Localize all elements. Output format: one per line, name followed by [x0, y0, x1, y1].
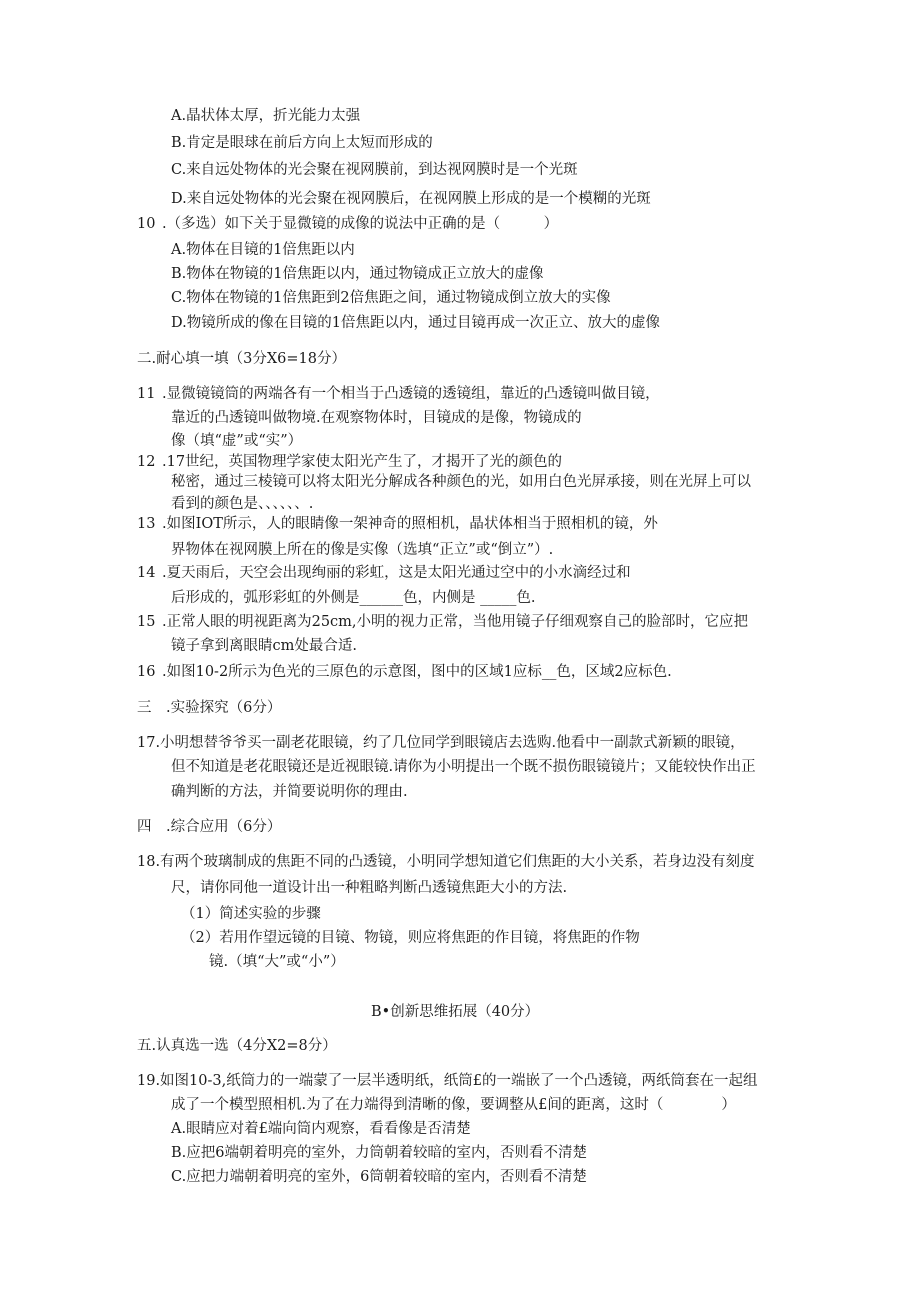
- part-b-title: B•创新思维拓展（40分）: [371, 1004, 540, 1020]
- q17-line-3: 确判断的方法，并简要说明你的理由.: [171, 784, 408, 800]
- section-5-title: 五.认真选一选（4分X2=8分）: [137, 1038, 337, 1054]
- q15-number: 15: [137, 614, 156, 630]
- q9-option-a: A.晶状体太厚，折光能力太强: [171, 108, 361, 124]
- q18-sub-2-line-1: （2）若用作望远镜的目镜、物镜，则应将焦距的作目镜，将焦距的作物: [181, 930, 640, 946]
- q10-number: 10: [137, 216, 156, 232]
- q12-line-1: .17世纪，英国物理学家使太阳光产生了，才揭开了光的颜色的: [162, 454, 563, 470]
- q12-number: 12: [137, 454, 156, 470]
- section-4-title: 四 .综合应用（6分）: [137, 819, 282, 835]
- q10-option-d: D.物镜所成的像在目镜的1倍焦距以内，通过目镜再成一次正立、放大的虚像: [171, 315, 660, 331]
- section-2-title: 二.耐心填一填（3分X6=18分）: [137, 351, 346, 367]
- q9-option-c: C.来自远处物体的光会聚在视网膜前，到达视网膜时是一个光斑: [171, 162, 578, 178]
- q15-line-1: .正常人眼的明视距离为25cm,小明的视力正常，当他用镜子仔细观察自己的脸部时，它应把: [162, 614, 749, 630]
- q16-number: 16: [137, 664, 156, 680]
- q13-number: 13: [137, 516, 156, 532]
- q14-line-1: .夏天雨后，天空会出现绚丽的彩虹，这是太阳光通过空中的小水滴经过和: [162, 565, 631, 581]
- q10-option-c: C.物体在物镜的1倍焦距到2倍焦距之间，通过物镜成倒立放大的实像: [171, 290, 611, 306]
- q12-line-2: 秘密，通过三棱镜可以将太阳光分解成各种颜色的光，如用白色光屏承接，则在光屏上可以: [171, 474, 751, 490]
- q14-number: 14: [137, 565, 156, 581]
- q11-line-1: .显微镜镜筒的两端各有一个相当于凸透镜的透镜组，靠近的凸透镜叫做目镜，: [162, 386, 660, 402]
- q11-line-2: 靠近的凸透镜叫做物境.在观察物体时，目镜成的是像，物镜成的: [171, 410, 582, 426]
- q11-line-3: 像（填“虚”或“实”）: [171, 433, 303, 449]
- q10-stem: .（多选）如下关于显微镜的成像的说法中正确的是（ ）: [162, 216, 559, 232]
- q18-sub-1: （1）简述实验的步骤: [181, 906, 321, 922]
- q13-line-1: .如图IOT所示，人的眼睛像一架神奇的照相机，晶状体相当于照相机的镜，外: [162, 516, 658, 532]
- q17-line-2: 但不知道是老花眼镜还是近视眼镜.请你为小明提出一个既不损伤眼镜镜片；又能较快作出正: [171, 759, 756, 775]
- q19-option-b: B.应把6端朝着明亮的室外，力筒朝着较暗的室内，否则看不清楚: [171, 1145, 587, 1161]
- q13-line-2: 界物体在视网膜上所在的像是实像（选填“正立”或“倒立”）.: [171, 542, 554, 558]
- q19-line-1: 19.如图10-3,纸筒力的一端蒙了一层半透明纸，纸筒£的一端嵌了一个凸透镜，两纸筒套在一起组: [137, 1073, 758, 1089]
- q19-option-c: C.应把力端朝着明亮的室外，6筒朝着较暗的室内，否则看不清楚: [171, 1169, 587, 1185]
- q12-line-3: 看到的颜色是、、、、、、.: [171, 496, 314, 512]
- q18-line-2: 尺，请你同他一道设计出一种粗略判断凸透镜焦距大小的方法.: [171, 880, 568, 896]
- q19-line-2: 成了一个模型照相机.为了在力端得到清晰的像，要调整从£间的距离，这时（ ）: [171, 1097, 736, 1113]
- q10-option-b: B.物体在物镜的1倍焦距以内，通过物镜成正立放大的虚像: [171, 266, 544, 282]
- q19-option-a: A.眼睛应对着£端向筒内观察，看看像是否清楚: [171, 1121, 471, 1137]
- q18-sub-2-line-2: 镜.（填“大”或“小”）: [209, 954, 345, 970]
- q9-option-b: B.肯定是眼球在前后方向上太短而形成的: [171, 135, 433, 151]
- q10-option-a: A.物体在目镜的1倍焦距以内: [171, 242, 355, 258]
- q14-line-2: 后形成的，弧形彩虹的外侧是______色，内侧是 _____色.: [171, 590, 536, 606]
- section-3-title: 三 .实验探究（6分）: [137, 700, 282, 716]
- q16-line-1: .如图10-2所示为色光的三原色的示意图，图中的区域1应标__色，区域2应标色.: [162, 664, 672, 680]
- q15-line-2: 镜子拿到离眼睛cm处最合适.: [171, 638, 357, 654]
- q9-option-d: D.来自远处物体的光会聚在视网膜后，在视网膜上形成的是一个模糊的光斑: [171, 191, 651, 207]
- q11-number: 11: [137, 386, 156, 402]
- q17-line-1: 17.小明想替爷爷买一副老花眼镜，约了几位同学到眼镜店去选购.他看中一副款式新颖的眼镜，: [137, 735, 745, 751]
- q18-line-1: 18.有两个玻璃制成的焦距不同的凸透镜，小明同学想知道它们焦距的大小关系，若身边没有刻度: [137, 854, 755, 870]
